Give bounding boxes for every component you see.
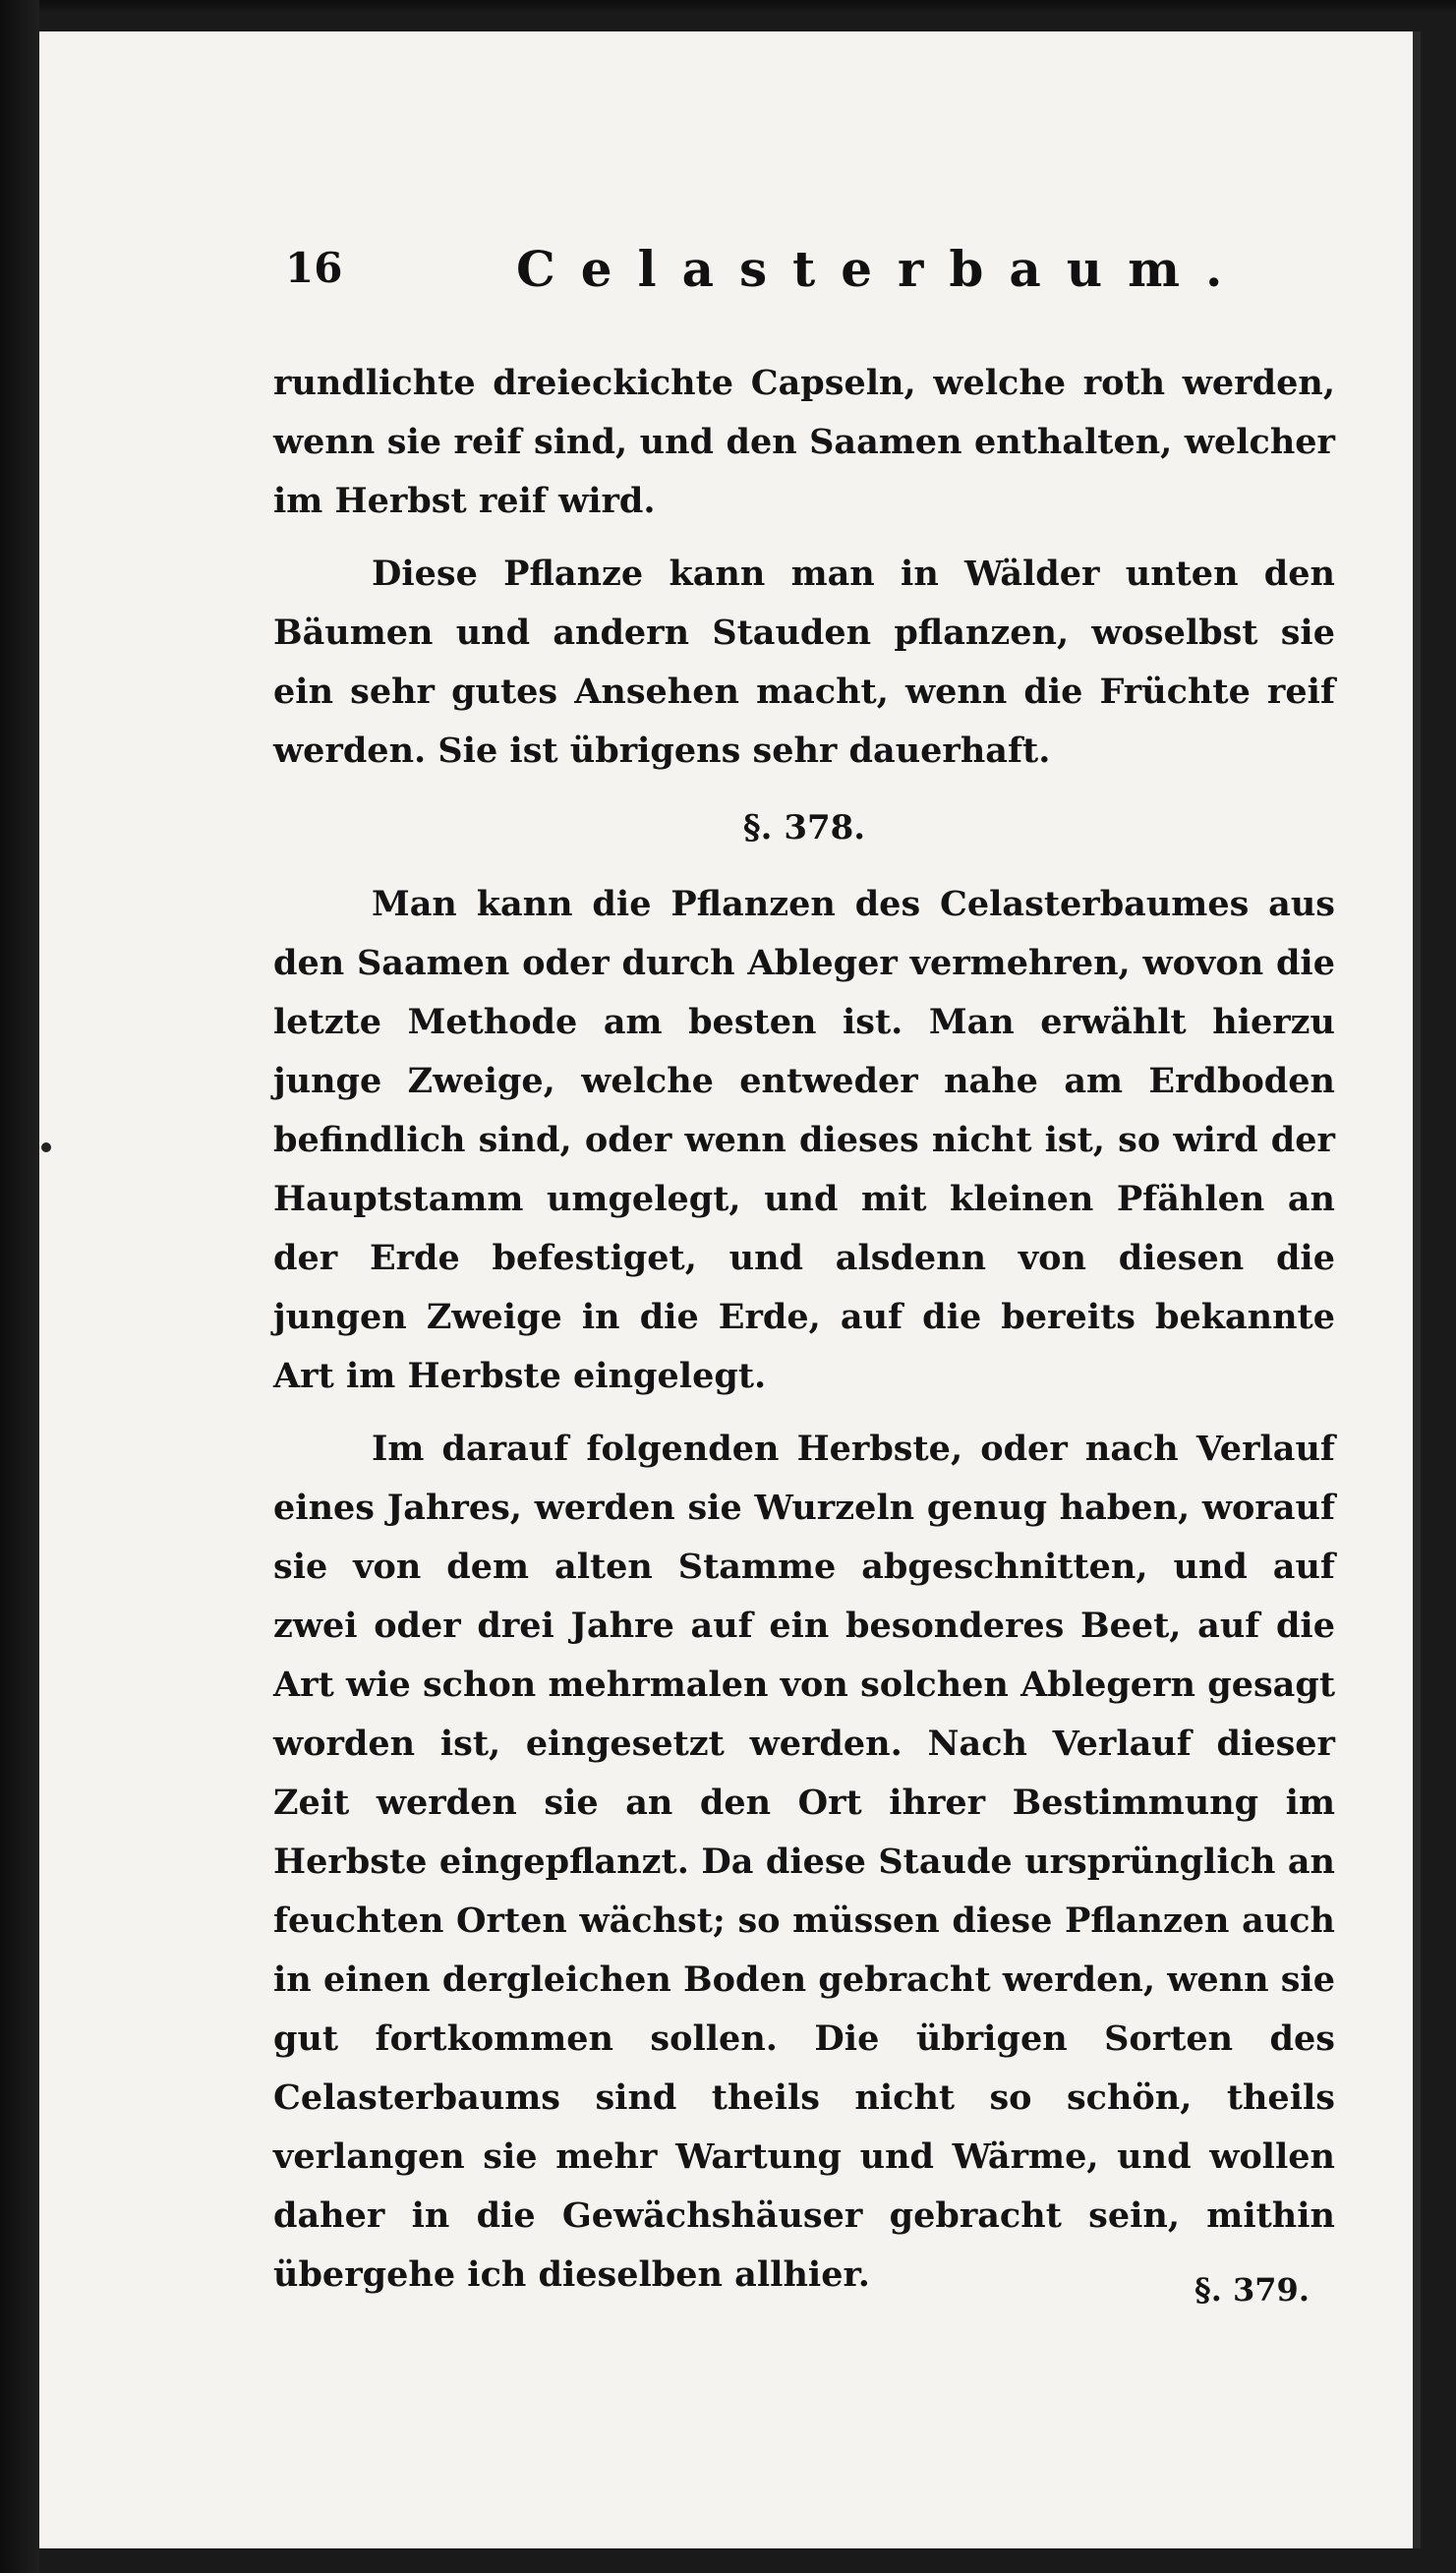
page-number: 16: [285, 244, 343, 292]
scan-border-top: [0, 0, 1456, 14]
scan-border-left: [0, 0, 39, 2573]
paragraph-continuation: rundlichte dreieckichte Capseln, welche roth werden, wenn sie reif sind, und den Saamen enthalten, welcher im Herbst reif wird.: [273, 363, 1335, 521]
body-text: [273, 354, 1335, 2305]
paragraph-propagation: Man kann die Pflanzen des Celasterbaumes aus den Saamen oder durch Ableger vermehren, wovon die letzte Methode am besten ist. Man erwählt hierzu junge Zweige, welche entweder nahe am Erdboden befindlich sind, oder wenn dieses nicht ist, so wird der Hauptstamm umgelegt, und mit kleinen Pfählen an der Erde befestiget, und alsdenn von diesen die jungen Zweige in die Erde, auf die bereits bekannte Art im Herbste eingelegt.: [273, 884, 1335, 1396]
catchword: §. 379.: [1194, 2271, 1310, 2309]
section-heading: §. 378.: [742, 808, 866, 848]
paragraph-transplanting: Im darauf folgenden Herbste, oder nach Verlauf eines Jahres, werden sie Wurzeln genug haben, worauf sie von dem alten Stamme abgeschnitten, und auf zwei oder drei Jahre auf ein besonderes Beet, auf die Art wie schon mehrmalen von solchen Ablegern gesagt worden ist, eingesetzt werden. Nach Verlauf dieser Zeit werden sie an den Ort ihrer Bestimmung im Herbste eingepflanzt. Da diese Staude ursprünglich an feuchten Orten wächst; so müssen diese Pflanzen auch in einen dergleichen Boden gebracht werden, wenn sie gut fortkommen sollen. Die übrigen Sorten des Celasterbaums sind theils nicht so schön, theils verlangen sie mehr Wartung und Wärme, und wollen daher in die Gewächshäuser gebracht sein, mithin übergehe ich dieselben allhier.: [273, 1429, 1335, 2295]
ink-speck: [41, 1142, 51, 1152]
paragraph-planting: Diese Pflanze kann man in Wälder unten den Bäumen und andern Stauden pflanzen, woselbst sie ein sehr gutes Ansehen macht, wenn die Früchte reif werden. Sie ist übrigens sehr dauerhaft.: [273, 554, 1335, 771]
running-title: Celasterbaum.: [516, 240, 1249, 298]
